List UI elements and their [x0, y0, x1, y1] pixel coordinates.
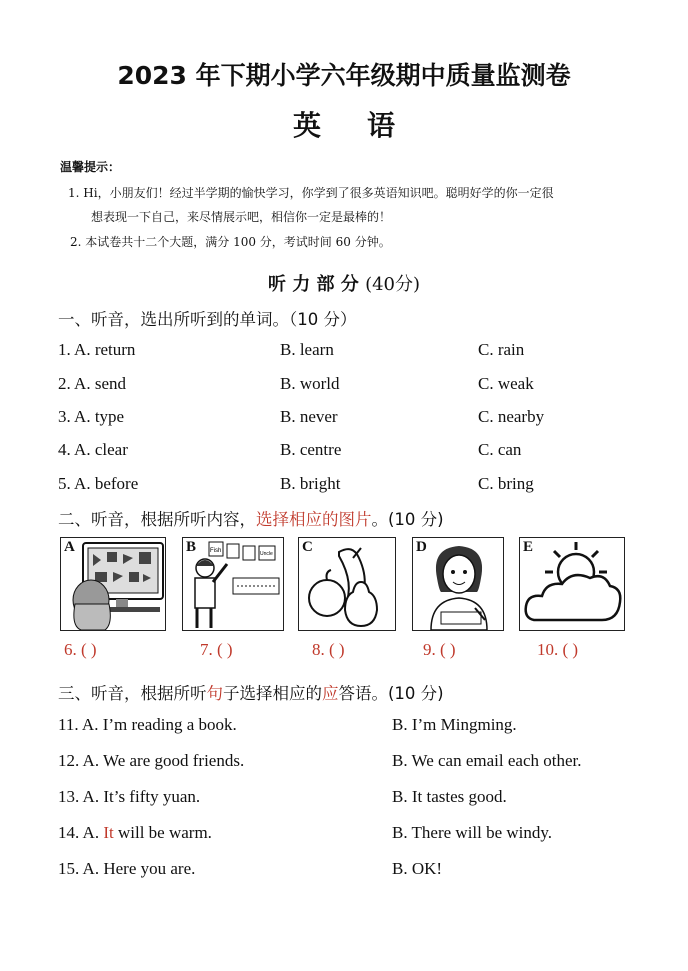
p1-row2-a: 2. A. send — [58, 374, 126, 393]
blank-8[interactable]: 8. ( ) — [312, 640, 345, 659]
part3-heading-mid: 子选择相应的 — [223, 684, 322, 703]
picture-a — [60, 537, 166, 631]
p3-row14-a-red: It — [103, 823, 114, 842]
picture-e-letter: E — [523, 539, 534, 555]
p1-row3-c: C. nearby — [478, 407, 545, 426]
blank-7[interactable]: 7. ( ) — [200, 640, 233, 659]
part1-heading: 一、听音，选出所听到的单词。（10 分） — [58, 310, 357, 329]
part2-heading-pre: 二、听音，根据所听内容， — [58, 510, 256, 529]
tips-heading: 温馨提示： — [60, 160, 121, 174]
p3-row14-a-pre: 14. A. — [58, 823, 104, 842]
blank-10[interactable]: 10. ( ) — [537, 640, 579, 659]
picture-c-letter: C — [302, 539, 313, 555]
p1-row4-c: C. can — [478, 440, 522, 459]
sun-cloud-icon — [520, 538, 624, 630]
listening-title-text: 听 力 部 分 — [267, 274, 359, 295]
picture-a-letter: A — [64, 539, 75, 555]
picture-b — [182, 537, 284, 631]
p3-row11-a: 11. A. I’m reading a book. — [58, 715, 237, 734]
blank-6[interactable]: 6. ( ) — [64, 640, 97, 659]
p1-row2-c: C. weak — [478, 374, 534, 393]
p1-row4-b: B. centre — [280, 440, 342, 459]
p1-row2-b: B. world — [280, 374, 340, 393]
tip-line-2: 2. 本试卷共十二个大题，满分 100 分，考试时间 60 分钟。 — [70, 235, 391, 249]
p1-row4-a: 4. A. clear — [58, 440, 128, 459]
part2-heading-post: 。(10 分) — [371, 510, 444, 529]
picture-c — [298, 537, 396, 631]
p3-row15-b: B. OK! — [392, 859, 443, 878]
p1-row5-c: C. bring — [478, 474, 534, 493]
p3-row12-b: B. We can email each other. — [392, 751, 582, 770]
picture-d-letter: D — [416, 539, 427, 555]
p1-row1-a: 1. A. return — [58, 340, 136, 359]
part3-heading-post: 答语。(10 分) — [338, 684, 444, 703]
p1-row5-a: 5. A. before — [58, 474, 139, 493]
p1-row1-c: C. rain — [478, 340, 525, 359]
boy-pinning-cards-icon — [183, 538, 283, 630]
part2-heading-red: 选择相应的图片 — [256, 510, 372, 529]
page-title: 2023 年下期小学六年级期中质量监测卷 — [117, 61, 571, 90]
p1-row3-a: 3. A. type — [58, 407, 125, 426]
p3-row14-a-post: will be warm. — [113, 823, 212, 842]
p3-row14-a — [58, 823, 212, 843]
svg-text:Uncle: Uncle — [260, 551, 273, 557]
svg-text:Fish: Fish — [210, 548, 222, 554]
p1-row5-b: B. bright — [280, 474, 341, 493]
p3-row13-b: B. It tastes good. — [392, 787, 507, 806]
tip-line-1b: 想表现一下自己，来尽情展示吧，相信你一定是最棒的！ — [91, 210, 392, 224]
picture-e — [519, 537, 625, 631]
p3-row12-a: 12. A. We are good friends. — [58, 751, 245, 770]
part3-heading — [58, 680, 444, 704]
p3-row13-a: 13. A. It’s fifty yuan. — [58, 787, 201, 806]
computer-icon — [61, 538, 165, 630]
part3-heading-red1: 句 — [206, 684, 223, 703]
part2-heading — [58, 506, 444, 530]
part3-heading-red2: 应 — [322, 684, 339, 703]
p1-row1-b: B. learn — [280, 340, 334, 359]
p3-row14-b: B. There will be windy. — [392, 823, 553, 842]
fruit-icon — [299, 538, 395, 630]
listening-points: (40分) — [365, 274, 421, 295]
blank-9[interactable]: 9. ( ) — [423, 640, 456, 659]
p3-row11-b: B. I’m Mingming. — [392, 715, 517, 734]
picture-d — [412, 537, 504, 631]
p1-row3-b: B. never — [280, 407, 338, 426]
picture-b-letter: B — [186, 539, 197, 555]
part3-heading-pre: 三、听音，根据所听 — [58, 684, 207, 703]
subject-title: 英语 — [292, 109, 441, 142]
p3-row15-a: 15. A. Here you are. — [58, 859, 196, 878]
listening-section-title — [0, 270, 688, 296]
tip-line-1a: 1. Hi，小朋友们！经过半学期的愉快学习，你学到了很多英语知识吧。聪明好学的你一定很 — [68, 186, 554, 200]
